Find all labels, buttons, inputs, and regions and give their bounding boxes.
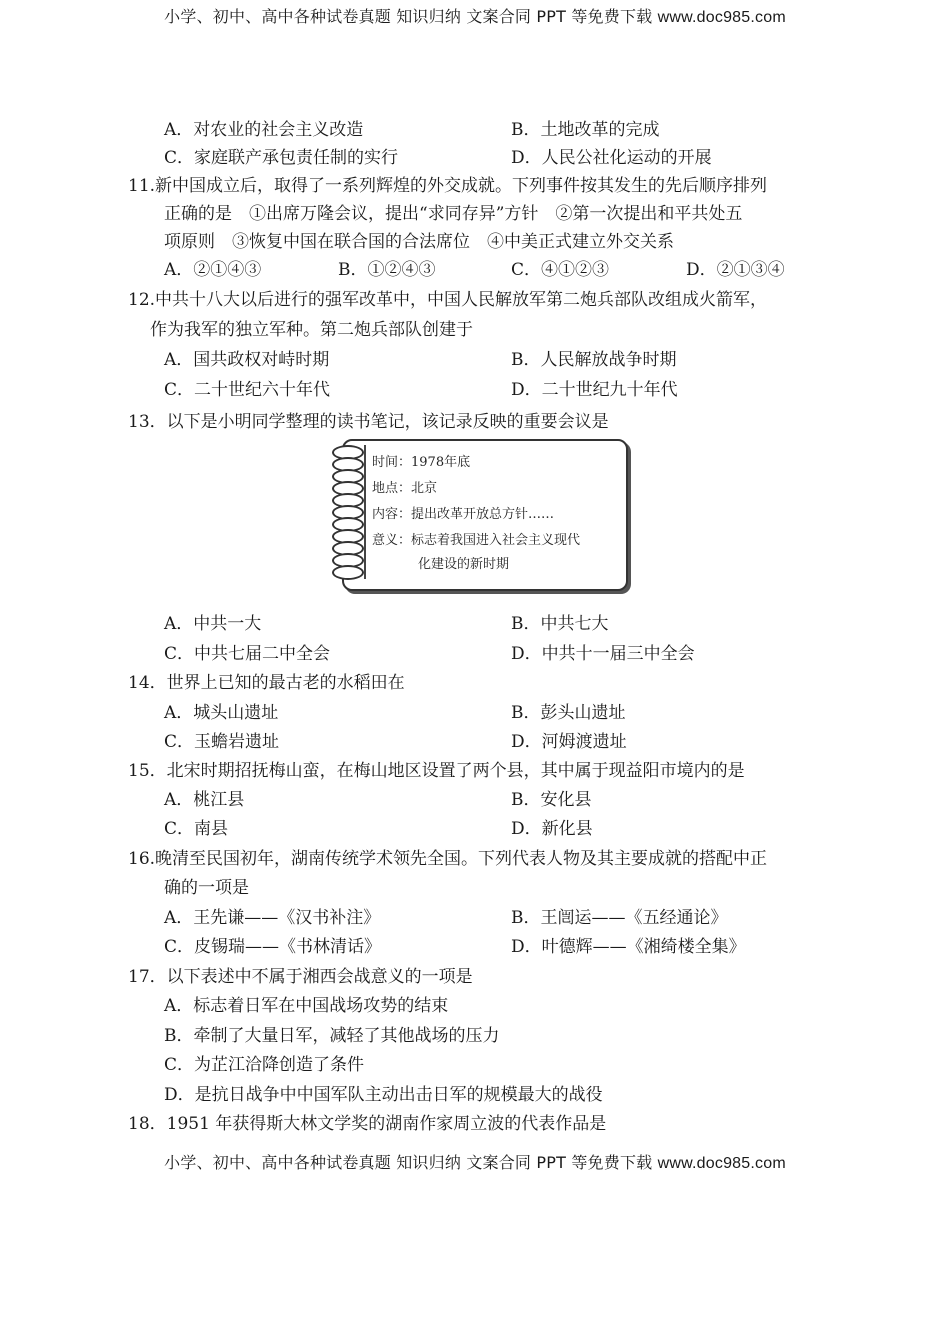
q16-stem-line1: 16.晚清至民国初年，湖南传统学术领先全国。下列代表人物及其主要成就的搭配中正 bbox=[128, 849, 768, 869]
note-content: 内容：提出改革开放总方针…… bbox=[372, 507, 555, 522]
q14-stem-line1: 14．世界上已知的最古老的水稻田在 bbox=[128, 673, 405, 693]
q11-stem-line2: 正确的是 ①出席万隆会议，提出“求同存异”方针 ②第一次提出和平共处五 bbox=[164, 204, 743, 224]
q14-option-c: C．玉蟾岩遗址 bbox=[164, 732, 280, 752]
q14-option-d: D．河姆渡遗址 bbox=[511, 732, 627, 752]
q15-option-b: B．安化县 bbox=[511, 790, 592, 810]
q12-option-c: C．二十世纪六十年代 bbox=[164, 380, 331, 400]
header-url[interactable]: www.doc985.com bbox=[657, 9, 786, 26]
q12-option-b: B．人民解放战争时期 bbox=[511, 350, 677, 370]
spiral-ring bbox=[332, 565, 364, 580]
q12-stem-line2: 作为我军的独立军种。第二炮兵部队创建于 bbox=[150, 320, 473, 340]
q16-option-b: B．王闿运——《五经通论》 bbox=[511, 908, 728, 928]
q10-option-d: D．人民公社化运动的开展 bbox=[511, 148, 712, 168]
footer-text: 小学、初中、高中各种试卷真题 知识归纳 文案合同 PPT 等免费下载 bbox=[164, 1153, 653, 1172]
q11-option-a: A．②①④③ bbox=[164, 260, 262, 280]
footer-url[interactable]: www.doc985.com bbox=[657, 1155, 786, 1172]
q14-option-b: B．彭头山遗址 bbox=[511, 703, 626, 723]
note-place: 地点：北京 bbox=[372, 481, 438, 496]
q17-stem-line1: 17．以下表述中不属于湘西会战意义的一项是 bbox=[128, 967, 473, 987]
q10-option-b: B．土地改革的完成 bbox=[511, 120, 660, 140]
q13-option-a: A．中共一大 bbox=[164, 614, 262, 634]
reading-notebook-figure bbox=[328, 437, 630, 593]
q15-stem-line1: 15．北宋时期招抚梅山蛮，在梅山地区设置了两个县，其中属于现益阳市境内的是 bbox=[128, 761, 745, 781]
q16-option-c: C．皮锡瑞——《书林清话》 bbox=[164, 937, 382, 957]
q12-option-d: D．二十世纪九十年代 bbox=[511, 380, 678, 400]
q13-option-c: C．中共七届二中全会 bbox=[164, 644, 331, 664]
q11-option-d: D．②①③④ bbox=[686, 260, 785, 280]
q10-option-a: A．对农业的社会主义改造 bbox=[164, 120, 364, 140]
q16-option-d: D．叶德辉——《湘绮楼全集》 bbox=[511, 937, 746, 957]
q17-option-d: D．是抗日战争中中国军队主动出击日军的规模最大的战役 bbox=[164, 1085, 603, 1105]
q18-stem-line1: 18．1951 年获得斯大林文学奖的湖南作家周立波的代表作品是 bbox=[128, 1114, 607, 1134]
q11-stem-line1: 11.新中国成立后，取得了一系列辉煌的外交成就。下列事件按其发生的先后顺序排列 bbox=[128, 176, 768, 196]
q14-option-a: A．城头山遗址 bbox=[164, 703, 279, 723]
q15-option-c: C．南县 bbox=[164, 819, 229, 839]
q15-option-d: D．新化县 bbox=[511, 819, 593, 839]
footer-banner bbox=[0, 1150, 950, 1173]
q11-option-c: C．④①②③ bbox=[511, 260, 610, 280]
q17-option-c: C．为芷江洽降创造了条件 bbox=[164, 1055, 365, 1075]
q12-stem-line1: 12.中共十八大以后进行的强军改革中，中国人民解放军第二炮兵部队改组成火箭军， bbox=[128, 290, 768, 310]
note-meaning-line2: 化建设的新时期 bbox=[418, 557, 510, 572]
q11-option-b: B．①②④③ bbox=[338, 260, 436, 280]
q13-option-d: D．中共十一届三中全会 bbox=[511, 644, 695, 664]
note-meaning-line1: 意义：标志着我国进入社会主义现代 bbox=[372, 533, 581, 548]
q10-option-c: C．家庭联产承包责任制的实行 bbox=[164, 148, 399, 168]
header-banner bbox=[0, 4, 950, 27]
q12-option-a: A．国共政权对峙时期 bbox=[164, 350, 330, 370]
notebook-margin-line bbox=[364, 445, 366, 579]
q13-option-b: B．中共七大 bbox=[511, 614, 609, 634]
q17-option-a: A．标志着日军在中国战场攻势的结束 bbox=[164, 996, 449, 1016]
q13-stem-line1: 13．以下是小明同学整理的读书笔记，该记录反映的重要会议是 bbox=[128, 412, 609, 432]
q15-option-a: A．桃江县 bbox=[164, 790, 245, 810]
header-text: 小学、初中、高中各种试卷真题 知识归纳 文案合同 PPT 等免费下载 bbox=[164, 7, 653, 26]
q11-stem-line3: 项原则 ③恢复中国在联合国的合法席位 ④中美正式建立外交关系 bbox=[164, 232, 674, 252]
q16-stem-line2: 确的一项是 bbox=[164, 878, 249, 898]
q17-option-b: B．牵制了大量日军，减轻了其他战场的压力 bbox=[164, 1026, 500, 1046]
note-time: 时间：1978年底 bbox=[372, 455, 471, 470]
q16-option-a: A．王先谦——《汉书补注》 bbox=[164, 908, 381, 928]
